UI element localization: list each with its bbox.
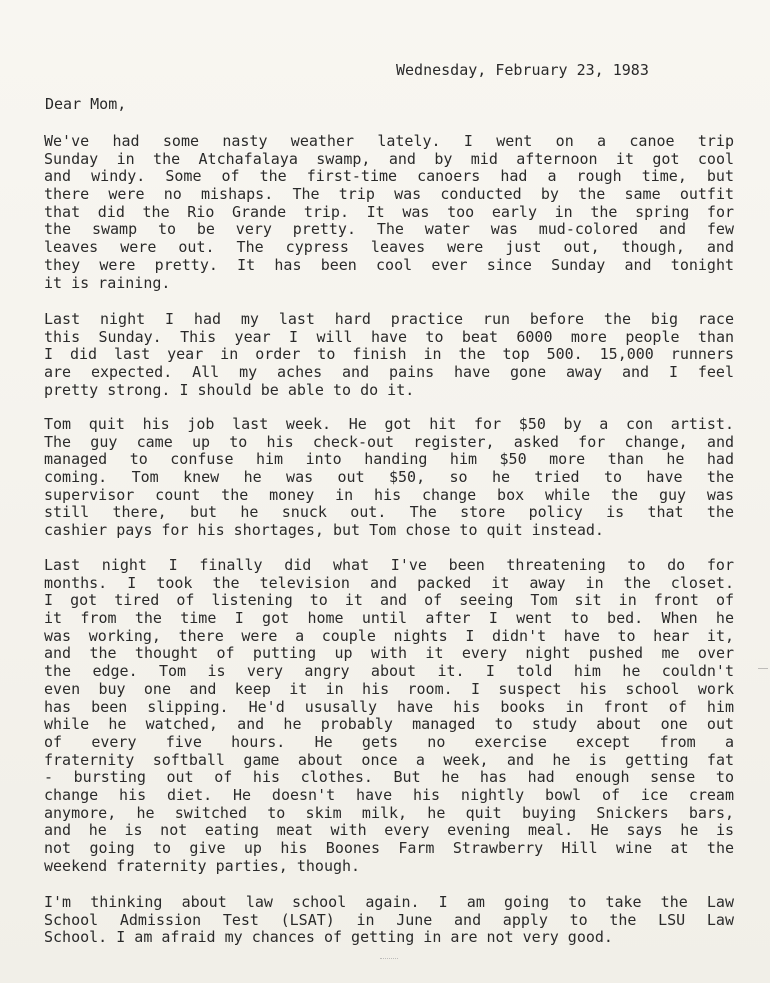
letter-line: Sunday in the Atchafalaya swamp, and by mid afternoon it got cool	[44, 149, 734, 168]
paragraph-television	[44, 557, 734, 875]
letter-line: - bursting out of his clothes. But he has had enough sense to	[44, 768, 734, 787]
letter-line: still there, but he snuck out. The store policy is that the	[44, 503, 734, 522]
letter-line: I'm thinking about law school again. I am going to take the Law	[44, 893, 734, 911]
letter-salutation: Dear Mom,	[45, 95, 127, 113]
ink-smudge	[380, 950, 398, 959]
letter-line: it from the time I got home until after I went to bed. When he	[44, 609, 734, 628]
paragraph-race	[44, 311, 734, 399]
letter-line: Last night I finally did what I've been threatening to do for	[44, 556, 734, 574]
letter-line: has been slipping. He'd ususally have his books in front of him	[44, 697, 734, 716]
letter-line: that did the Rio Grande trip. It was too early in the spring for	[44, 202, 734, 221]
letter-line: I got tired of listening to it and of seeing Tom sit in front of	[44, 591, 734, 610]
letter-date: Wednesday, February 23, 1983	[396, 61, 649, 79]
letter-line: anymore, he switched to skim milk, he quit buying Snickers bars,	[44, 803, 734, 822]
letter-line: was working, there were a couple nights I didn't have to hear it,	[44, 626, 734, 645]
letter-line: are expected. All my aches and pains have gone away and I feel	[44, 363, 734, 382]
letter-line: change his diet. He doesn't have his nightly bowl of ice cream	[44, 785, 734, 804]
letter-line: fraternity softball game about once a week, and he is getting fat	[44, 750, 734, 769]
letter-line: School. I am afraid my chances of getting in are not very good.	[44, 928, 613, 947]
letter-line: the swamp to be very pretty. The water was mud-colored and few	[44, 220, 734, 239]
letter-line: managed to confuse him into handing him $50 more than he had	[44, 450, 734, 469]
letter-line: they were pretty. It has been cool ever since Sunday and tonight	[44, 255, 734, 274]
letter-line: coming. Tom knew he was out $50, so he tried to have the	[44, 468, 734, 487]
letter-line: supervisor count the money in his change box while the guy was	[44, 485, 734, 504]
letter-line: I did last year in order to finish in the top 500. 15,000 runners	[44, 345, 734, 364]
paper-edge-mark	[758, 668, 768, 669]
letter-line: this Sunday. This year I will have to beat 6000 more people than	[44, 327, 734, 346]
letter-line: and windy. Some of the first-time canoers had a rough time, but	[44, 167, 734, 186]
letter-line: not going to give up his Boones Farm Strawberry Hill wine at the	[44, 839, 734, 857]
letter-line: and the thought of putting up with it every night pushed me over	[44, 644, 734, 663]
letter-line: weekend fraternity parties, though.	[44, 856, 361, 875]
letter-line: even buy one and keep it in his room. I suspect his school work	[44, 679, 734, 698]
letter-line: The guy came up to his check-out register, asked for change, and	[44, 432, 734, 451]
letter-line: there were no mishaps. The trip was conducted by the same outfit	[44, 185, 734, 204]
letter-line: Last night I had my last hard practice run before the big race	[44, 310, 734, 328]
letter-line: while he watched, and he probably managed to study about one out	[44, 715, 734, 734]
letter-line: leaves were out. The cypress leaves were just out, though, and	[44, 238, 734, 257]
letter-line: Tom quit his job last week. He got hit for $50 by a con artist.	[44, 415, 734, 433]
letter-line: and he is not eating meat with every evening meal. He says he is	[44, 821, 734, 840]
paragraph-tom-job	[44, 416, 734, 540]
letter-line: the edge. Tom is very angry about it. I told him he couldn't	[44, 662, 734, 681]
letter-line: pretty strong. I should be able to do it.	[44, 380, 415, 399]
letter-line: of every five hours. He gets no exercise except from a	[44, 732, 734, 751]
letter-line: School Admission Test (LSAT) in June and apply to the LSU Law	[44, 910, 734, 929]
letter-line: it is raining.	[44, 273, 171, 292]
paragraph-law-school	[44, 894, 734, 947]
paragraph-weather	[44, 133, 734, 292]
letter-line: We've had some nasty weather lately. I went on a canoe trip	[44, 132, 734, 150]
letter-line: cashier pays for his shortages, but Tom chose to quit instead.	[44, 521, 604, 540]
letter-line: months. I took the television and packed it away in the closet.	[44, 573, 734, 592]
